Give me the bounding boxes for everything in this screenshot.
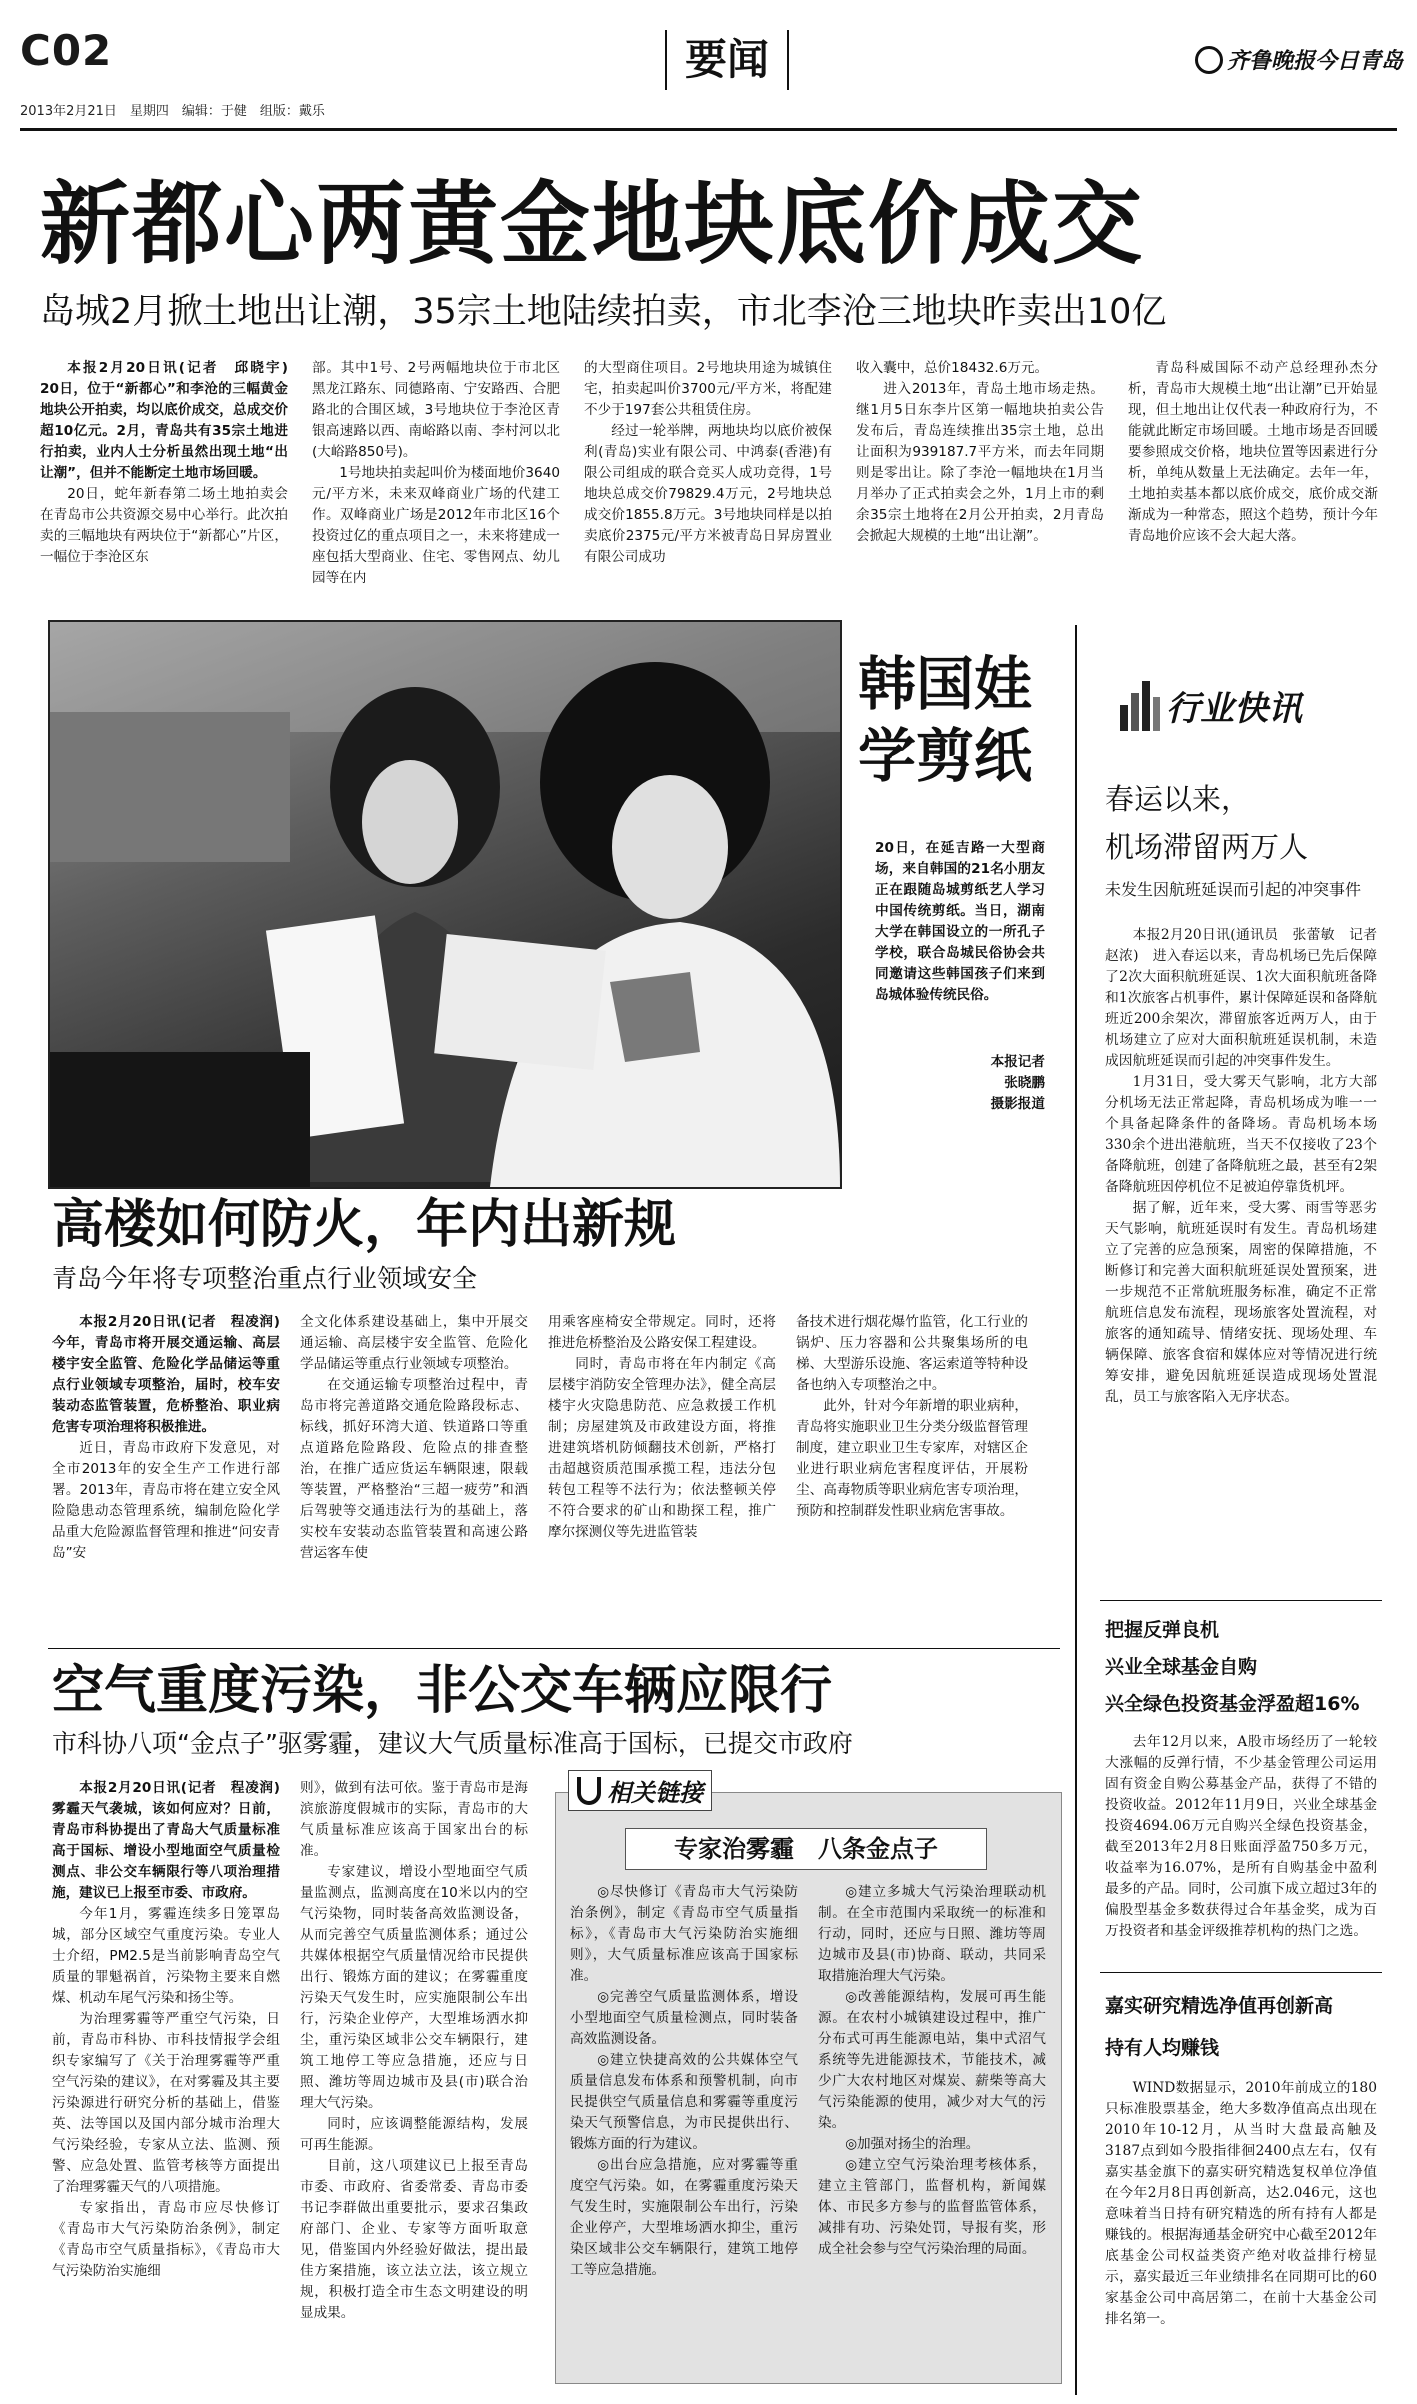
story2-headline: 高楼如何防火，年内出新规 — [52, 1195, 677, 1255]
sidebar-item2-body — [1105, 1732, 1377, 1962]
sidebar-item1-title — [1105, 775, 1308, 871]
related-title: 专家治雾霾 八条金点子 — [625, 1828, 987, 1870]
story3-p3: 为治理雾霾等严重空气污染，日前，青岛市科协、市科技情报学会组织专家编写了《关于治理雾霾等严重空气污染的建议》，在对雾霾及其主要污染源进行研究分析的基础上，借鉴英、法等国以及国内部分城市治理大气污染经验，专家从立法、监测、预警、应急处置、监管考核等方面提出了治理雾霾天气的八项措施。 — [52, 2011, 280, 2195]
item1-title-line1: 春运以来， — [1105, 782, 1251, 816]
item1-p3: 据了解，近年来，受大雾、雨雪等恶劣天气影响，航班延误时有发生。青岛机场建立了完善的应急预案，周密的保障措施，不断修订和完善大面积航班延误处置预案，进一步规范不正常航班服务标准，确定不正常航班信息发布流程，现场旅客处置流程，对旅客的通知疏导、情绪安抚、现场处理、车辆保障、旅客食宿和媒体应对等情况进行统筹安排，避免因航班延误造成现场处置混乱，员工与旅客陷入无序状态。 — [1105, 1200, 1377, 1405]
brand-text: 齐鲁晚报今日青岛 — [1227, 49, 1404, 74]
photo-title-line2: 学剪纸 — [858, 722, 1033, 790]
sidebar-logo-text: 行业快讯 — [1166, 689, 1302, 729]
story2-p3: 全文化体系建设基础上，集中开展交通运输、高层楼宇安全监管、危险化学品储运等重点行业领域专项整治。 — [300, 1314, 528, 1372]
sidebar-item3-body — [1105, 2078, 1377, 2383]
sidebar-rule1 — [1100, 1600, 1382, 1601]
credit-line3: 摄影报道 — [990, 1096, 1045, 1112]
story3-p5: 则》，做到有法可依。鉴于青岛市是海滨旅游度假城市的实际，青岛市的大气质量标准应该高于国家出台的标准。 — [300, 1780, 528, 1859]
story3-p1: 本报2月20日讯(记者 程凌润) 雾霾天气袭城，该如何应对？日前，青岛市科协提出了青岛大气质量标准高于国标、增设小型地面空气质量检测点、非公交车辆限行等八项治理措施，建议已上报至市委、市政府。 — [52, 1780, 294, 1901]
story2-col1 — [52, 1312, 294, 1640]
story3-p8: 目前，这八项建议已上报至青岛市委、市政府、省委常委、青岛市委书记李群做出重要批示，要求召集政府部门、企业、专家等方面听取意见，借鉴国内外经验好做法，提出最佳方案措施，该立法立法，该立规立规，积极打造全市生态文明建设的明显成果。 — [300, 2158, 528, 2321]
story2-p2: 近日，青岛市政府下发意见，对全市2013年的安全生产工作进行部署。2013年，青岛市将在建立安全风险隐患动态管理系统，编制危险化学品重大危险源监督管理和推进“问安青岛”安 — [52, 1440, 280, 1561]
photo-story-title — [858, 648, 1032, 792]
related-item6: ◎改善能源结构，发展可再生能源。在农村小城镇建设过程中，推广分布式可再生能源电站，集中式沼气系统等先进能源技术，节能技术，减少广大农村地区对煤炭、薪柴等高大气污染能源的使用，减少对大气的污染。 — [818, 1989, 1046, 2131]
page-number: C02 — [20, 26, 113, 75]
bar-chart-icon — [1118, 675, 1162, 731]
story2-p7: 备技术进行烟花爆竹监管，化工行业的锅炉、压力容器和公共聚集场所的电梯、大型游乐设施、客运索道等特种设备也纳入专项整治之中。 — [796, 1314, 1028, 1393]
item1-title-line2: 机场滞留两万人 — [1105, 830, 1309, 864]
photo-title-line1: 韩国娃 — [858, 650, 1033, 718]
brand-logo — [1195, 44, 1403, 75]
story2-subhead: 青岛今年将专项整治重点行业领域安全 — [52, 1264, 478, 1293]
story1-p2: 20日，蛇年新春第二场土地拍卖会在青岛市公共资源交易中心举行。此次拍卖的三幅地块有两块位于“新都心”片区，一幅位于李沧区东 — [40, 486, 288, 565]
masthead-rule — [20, 128, 1397, 131]
related-logo — [568, 1770, 712, 1811]
story2-p4: 在交通运输专项整治过程中，青岛市将完善道路交通危险路段标志、标线，抓好环湾大道、铁道路口等重点道路危险路段、危险点的排查整治，在推广适应货运车辆限速，限载等装置，严格整治“三超一疲劳”和酒后驾驶等交通违法行为的基础上，落实校车安装动态监管装置和高速公路营运客车使 — [300, 1377, 528, 1561]
item1-p1: 本报2月20日讯(通讯员 张蕾敏 记者 赵浓) 进入春运以来，青岛机场已先后保障了2次大面积航班延误、1次大面积航班备降和1次旅客占机事件，累计保障延误和备降航班近200余架次，滞留旅客近两万人，由于机场建立了应对大面积航班延误机制，未造成因航班延误而引起的冲突事件发生。 — [1105, 927, 1391, 1069]
story2-col3 — [548, 1312, 776, 1640]
story3-p2: 今年1月，雾霾连续多日笼罩岛城，部分区域空气重度污染。专业人士介绍，PM2.5是当前影响青岛空气质量的罪魁祸首，污染物主要来自燃煤、机动车尾气污染和扬尘等。 — [52, 1906, 280, 2006]
item2-title-line2: 兴业全球基金自购 — [1105, 1656, 1258, 1678]
story1-p9: 青岛科威国际不动产总经理孙杰分析，青岛市大规模土地“出让潮”已开始显现，但土地出让仅代表一种政府行为，不能就此断定市场回暖。土地市场是否回暖要参照成交价格，地块位置等因素进行分析，单纯从数量上无法确定。去年一年，土地拍卖基本都以底价成交，底价成交渐渐成为一种常态，照这个趋势，预计今年青岛地价应该不会大起大落。 — [1128, 360, 1378, 544]
item3-title-line2: 持有人均赚钱 — [1105, 2037, 1220, 2059]
story1-headline: 新都心两黄金地块底价成交 — [40, 172, 1144, 277]
item2-title-line1: 把握反弹良机 — [1105, 1619, 1220, 1641]
story3-p6: 专家建议，增设小型地面空气质量监测点，监测高度在10米以内的空气污染物，同时装备高效监测设备，从而完善空气质量监测体系；通过公共媒体根据空气质量情况给市民提供出行、锻炼方面的建议；在雾霾重度污染天气发生时，应实施限制公车出行，污染企业停产，大型堆场洒水抑尘，重污染区域非公交车辆限行，建筑工地停工等应急措施，还应与日照、潍坊等周边城市及县(市)联合治理大气污染。 — [300, 1864, 528, 2111]
story1-p7: 收入囊中，总价18432.6万元。 — [856, 360, 1049, 376]
story1-col2 — [312, 358, 560, 603]
sidebar-item2-title — [1105, 1612, 1359, 1723]
section-title: 要闻 — [665, 30, 789, 90]
related-col2 — [818, 1882, 1046, 2374]
story3-p7: 同时，应该调整能源结构，发展可再生能源。 — [300, 2116, 528, 2153]
related-item2: ◎完善空气质量监测体系，增设小型地面空气质量检测点，同时装备高效监测设备。 — [570, 1989, 798, 2047]
story1-col3 — [584, 358, 832, 603]
related-col1 — [570, 1882, 798, 2374]
link-icon — [577, 1777, 601, 1805]
story2-p1: 本报2月20日讯(记者 程凌润) 今年，青岛市将开展交通运输、高层楼宇安全监管、危险化学品储运等重点行业领域专项整治，届时，校车安装动态监管装置，危桥整治、职业病危害专项治理将积极推进。 — [52, 1314, 294, 1435]
story3-col2 — [300, 1778, 528, 2388]
sun-icon — [1195, 46, 1223, 74]
story3-subhead: 市科协八项“金点子”驱雾霾，建议大气质量标准高于国标，已提交市政府 — [52, 1729, 853, 1758]
photo-credit — [960, 1052, 1045, 1115]
page-info: 2013年2月21日 星期四 编辑：于健 组版：戴乐 — [20, 104, 325, 119]
sidebar-item3-title — [1105, 1985, 1333, 2069]
story1-p1: 本报2月20日讯(记者 邱晓宇) 20日，位于“新都心”和李沧的三幅黄金地块公开拍卖，均以底价成交，总成交价超10亿元。2月，青岛共有35宗土地进行拍卖，业内人士分析虽然出现土地“出让潮”，但并不能断定土地市场回暖。 — [40, 360, 302, 481]
related-item7: ◎加强对扬尘的治理。 — [845, 2136, 980, 2152]
related-item1: ◎尽快修订《青岛市大气污染防治条例》，制定《青岛市空气质量指标》，《青岛市大气污染防治实施细则》，大气质量标准应该高于国家标准。 — [570, 1884, 798, 1984]
sidebar-item1-subtitle: 未发生因航班延误而引起的冲突事件 — [1105, 880, 1362, 899]
story3-headline: 空气重度污染，非公交车辆应限行 — [52, 1661, 833, 1721]
story2-p5: 用乘客座椅安全带规定。同时，还将推进危桥整治及公路安保工程建设。 — [548, 1314, 776, 1351]
sidebar-logo — [1118, 675, 1302, 731]
credit-line1: 本报记者 — [990, 1054, 1045, 1070]
photo-caption: 20日，在延吉路一大型商场，来自韩国的21名小朋友正在跟随岛城剪纸艺人学习中国传统剪纸。当日，湖南大学在韩国设立的一所孔子学校，联合岛城民俗协会共同邀请这些韩国孩子们来到岛城体验传统民俗。 — [875, 840, 1045, 1003]
sidebar-divider — [1075, 625, 1077, 2395]
story1-p8: 进入2013年，青岛土地市场走热。继1月5日东李片区第一幅地块拍卖公告发布后，青岛连续推出35宗土地，总出让面积为939187.7平方米，而去年同期则是零出让。除了李沧一幅地块在1月当月举办了正式拍卖会之外，1月上市的剩余35宗土地将在2月公开拍卖，2月青岛会掀起大规模的土地“出让潮”。 — [856, 381, 1104, 544]
story3-p4: 专家指出，青岛市应尽快修订《青岛市大气污染防治条例》，制定《青岛市空气质量指标》，《青岛市大气污染防治实施细 — [52, 2200, 280, 2279]
news-photo — [48, 620, 842, 1189]
story2-p8: 此外，针对今年新增的职业病种，青岛将实施职业卫生分类分级监督管理制度，建立职业卫生专家库，对辖区企业进行职业病危害程度评估，开展粉尘、高毒物质等职业病危害专项治理，预防和控制群发性职业病危害事故。 — [796, 1398, 1028, 1519]
story1-col1 — [40, 358, 302, 603]
item1-p2: 1月31日，受大雾天气影响，北方大部分机场无法正常起降，青岛机场成为唯一一个具备起降条件的备降场。青岛机场本场330余个进出港航班，当天不仅接收了23个备降航班，创建了备降航班之最，甚至有2架备降航班因停机位不足被迫停靠货机坪。 — [1105, 1074, 1377, 1195]
story1-col5 — [1128, 358, 1378, 603]
story2-col4 — [796, 1312, 1028, 1640]
photo-scene — [50, 622, 840, 1187]
story1-subhead: 岛城2月掀土地出让潮，35宗土地陆续拍卖，市北李沧三地块昨卖出10亿 — [40, 292, 1167, 332]
related-item5: ◎建立多城大气污染治理联动机制。在全市范围内采取统一的标准和行动，同时，还应与日照、潍坊等周边城市及县(市)协商、联动，共同采取措施治理大气污染。 — [818, 1884, 1046, 1984]
story1-p5: 的大型商住项目。2号地块用途为城镇住宅，拍卖起叫价3700元/平方米，将配建不少于197套公共租赁住房。 — [584, 360, 832, 418]
related-item4: ◎出台应急措施，应对雾霾等重度空气污染。如，在雾霾重度污染天气发生时，实施限制公车出行，污染企业停产，大型堆场洒水抑尘，重污染区域非公交车辆限行，建筑工地停工等应急措施。 — [570, 2157, 798, 2278]
story2-rule — [48, 1648, 1060, 1649]
story3-col1 — [52, 1778, 294, 2388]
item3-title-line1: 嘉实研究精选净值再创新高 — [1105, 1995, 1334, 2017]
credit-line2: 张晓鹏 — [1004, 1075, 1045, 1091]
story2-p6: 同时，青岛市将在年内制定《高层楼宇消防安全管理办法》，健全高层楼宇火灾隐患防范、应急救援工作机制；房屋建筑及市政建设方面，将推进建筑塔机防倾翻技术创新，严格打击超越资质范围承揽工程，违法分包转包工程等不法行为；依法整顿关停不符合要求的矿山和勘探工程，推广摩尔探测仪等先进监管装 — [548, 1356, 776, 1540]
related-item3: ◎建立快捷高效的公共媒体空气质量信息发布体系和预警机制，向市民提供空气质量信息和雾霾等重度污染天气预警信息，为市民提供出行、锻炼方面的行为建议。 — [570, 2052, 798, 2152]
sidebar-item1-body — [1105, 925, 1391, 1590]
item2-p1: 去年12月以来，A股市场经历了一轮较大涨幅的反弹行情，不少基金管理公司运用固有资金自购公募基金产品，获得了不错的投资收益。2012年11月9日，兴业全球基金投资4694.06万元自购兴全绿色投资基金，截至2013年2月8日账面浮盈750多万元，收益率为16.07%，是所有自购基金中盈利最多的产品。同时，公司旗下成立超过3年的偏股型基金多数获得过合年基金奖，成为百万投资者和基金评级推荐机构的热门之选。 — [1105, 1734, 1377, 1939]
story1-p6: 经过一轮举牌，两地块均以底价被保利(青岛)实业有限公司、中鸿泰(香港)有限公司组成的联合竞买人成功竞得，1号地块总成交价79829.4万元，2号地块总成交价1855.8万元。3号地块同样是以拍卖底价2375元/平方米被青岛日昇房置业有限公司成功 — [584, 423, 832, 565]
item3-p1: WIND数据显示，2010年前成立的180只标准股票基金，绝大多数净值高点出现在2010年10-12月，从当时大盘最高触及3187点到如今股指徘徊2400点左右，仅有嘉实基金旗下的嘉实研究精选复权单位净值在今年2月8日再创新高，达2.046元，这也意味着当日持有研究精选的所有持有人都是赚钱的。根据海通基金研究中心截至2012年底基金公司权益类资产绝对收益排行榜显示，嘉实最近三年业绩排名在同期可比的60家基金公司中高居第二，在前十大基金公司排名第一。 — [1105, 2080, 1377, 2327]
related-logo-text: 相关链接 — [607, 1779, 703, 1807]
related-item8: ◎建立空气污染治理考核体系，建立主管部门，监督机构，新闻媒体、市民多方参与的监督监管体系，减排有功、污染处罚，导报有奖，形成全社会参与空气污染治理的局面。 — [818, 2157, 1046, 2257]
story1-p3: 部。其中1号、2号两幅地块位于市北区黑龙江路东、同德路南、宁安路西、合肥路北的合围区域，3号地块位于李沧区青银高速路以西、南峪路以南、李村河以北(大峪路850号)。 — [312, 360, 560, 460]
story1-col4 — [856, 358, 1104, 603]
story1-p4: 1号地块拍卖起叫价为楼面地价3640元/平方米，未来双峰商业广场的代建工作。双峰商业广场是2012年市北区16个投资过亿的重点项目之一，未来将建成一座包括大型商业、住宅、零售网点、幼儿园等在内 — [312, 465, 560, 586]
item2-title-line3: 兴全绿色投资基金浮盈超16% — [1105, 1693, 1360, 1715]
story2-col2 — [300, 1312, 528, 1640]
sidebar-rule2 — [1100, 1972, 1382, 1973]
